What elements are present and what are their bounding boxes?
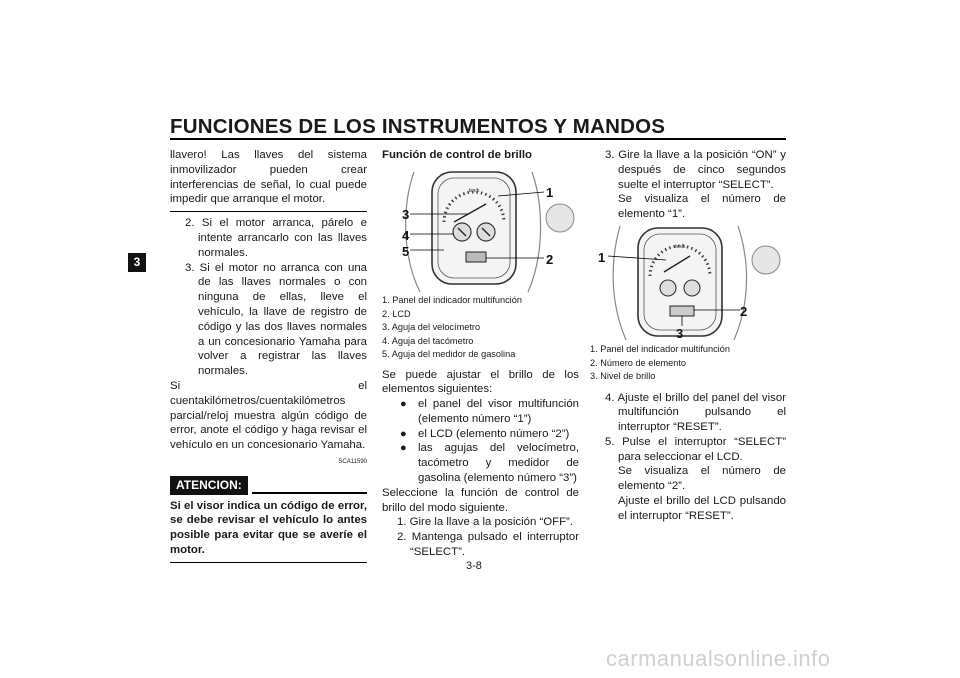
step-3-note: Se visualiza el número de elemento “1”. [618,193,786,221]
instrument-figure-2 [590,222,790,342]
elements-intro: Se puede ajustar el brillo de los elementos siguientes: [382,368,579,396]
divider [170,211,367,212]
watermark: carmanualsonline.info [606,646,831,671]
reference-code: SCA11590 [338,458,367,465]
step-3b: 3. Gire la llave a la posición “ON” y después de cinco segundos suelte el interruptor “SELECT”. [605,149,786,191]
step-2: 2. Si el motor arranca, párelo e intente arrancarlo con las llaves normales. [185,217,367,259]
column-2-body [382,294,579,560]
fig1-label-2: 2 [546,252,554,267]
fig2-label-2: 2 [740,304,748,319]
fig1-caption-5: 5. Aguja del medidor de gasolina [382,349,516,359]
fig2-caption-2: 2. Número de elemento [590,357,687,368]
chapter-tab: 3 [128,253,146,272]
fig1-captions [382,294,579,362]
fig2-label-1: 1 [598,250,606,265]
page-title: FUNCIONES DE LOS INSTRUMENTOS Y MANDOS [170,115,666,138]
bullet-2: ● el LCD (elemento número “2”) [400,427,570,440]
fig1-caption-1: 1. Panel del indicador multifunción [382,295,522,305]
bullet-2-text: el LCD (elemento número “2”) [418,427,570,440]
step-5-note-2: Ajuste el brillo del LCD pulsando el interruptor “RESET”. [618,495,786,522]
bullet-3-text: las agujas del velocímetro, tacómetro y medidor de gasolina (elemento número “3”) [418,442,579,485]
svg-text:km/h: km/h [674,244,686,250]
fig1-label-1: 1 [546,185,554,200]
instrument-figure-1 [382,166,582,294]
fig2-label-3: 3 [676,326,684,341]
step-1: 1. Gire la llave a la posición “OFF”. [397,516,573,529]
warning-end-rule [170,562,367,564]
title-rule [170,138,786,140]
warning-label: ATENCION: [170,476,248,495]
error-paragraph: Si el cuentakilómetros/cuentakilómetros parcial/reloj muestra algún código de error, anote el código y haga revisar el vehículo en un concesionario Yamaha. [170,379,367,452]
step-5-note-1: Se visualiza el número de elemento “2”. [618,465,786,493]
fig1-caption-3: 3. Aguja del velocímetro [382,322,481,332]
page-number: 3-8 [466,560,482,572]
fig2-caption-1: 1. Panel del indicador multifunción [590,344,730,354]
warning-line [252,492,367,494]
column-2 [382,148,579,163]
bullet-3: ● las agujas del velocímetro, tacómetro y medidor de gasolina (elemento número “3”) [400,442,579,485]
step-4: 4. Ajuste el brillo del panel del visor multifunción pulsando el interruptor “RESET”. [605,391,786,434]
fig1-caption-4: 4. Aguja del tacómetro [382,335,474,346]
fig1-label-5: 5 [402,244,410,259]
brightness-heading: Función de control de brillo [382,149,532,161]
warning-header [170,476,367,495]
intro-text: llavero! Las llaves del sistema inmovilizador pueden crear interferencias de señal, lo cual puede impedir que arranque el motor. [170,149,367,206]
fig1-caption-2: 2. LCD [382,308,411,319]
select-text: Seleccione la función de control de brillo del modo siguiente. [382,486,579,514]
warning-text: Si el visor indica un código de error, se debe revisar el vehículo lo antes posible para evitar que se averíe el motor. [170,499,367,556]
column-1 [170,148,367,567]
column-3 [590,148,786,222]
fig1-label-4: 4 [402,228,410,243]
bullet-1-text: el panel del visor multifunción (elemento número “1”) [418,398,579,425]
fig2-caption-3: 3. Nivel de brillo [590,371,656,381]
fig2-captions [590,343,786,384]
step-3: 3. Si el motor no arranca con una de las llaves normales o con ninguna de ellas, lleve el vehículo, la llave de registro de código y las dos llaves normales a un concesionario Yamaha para volver a registrar las llaves normales. [185,261,367,378]
step-5: 5. Pulse el interruptor “SELECT” para seleccionar el LCD. [605,435,786,463]
step-2b: 2. Mantenga pulsado el interruptor “SELECT”. [397,531,579,559]
svg-text:km/h: km/h [468,188,480,194]
column-3-body [590,343,786,524]
fig1-label-3: 3 [402,207,410,222]
bullet-1: ● el panel del visor multifunción (elemento número “1”) [400,398,579,425]
